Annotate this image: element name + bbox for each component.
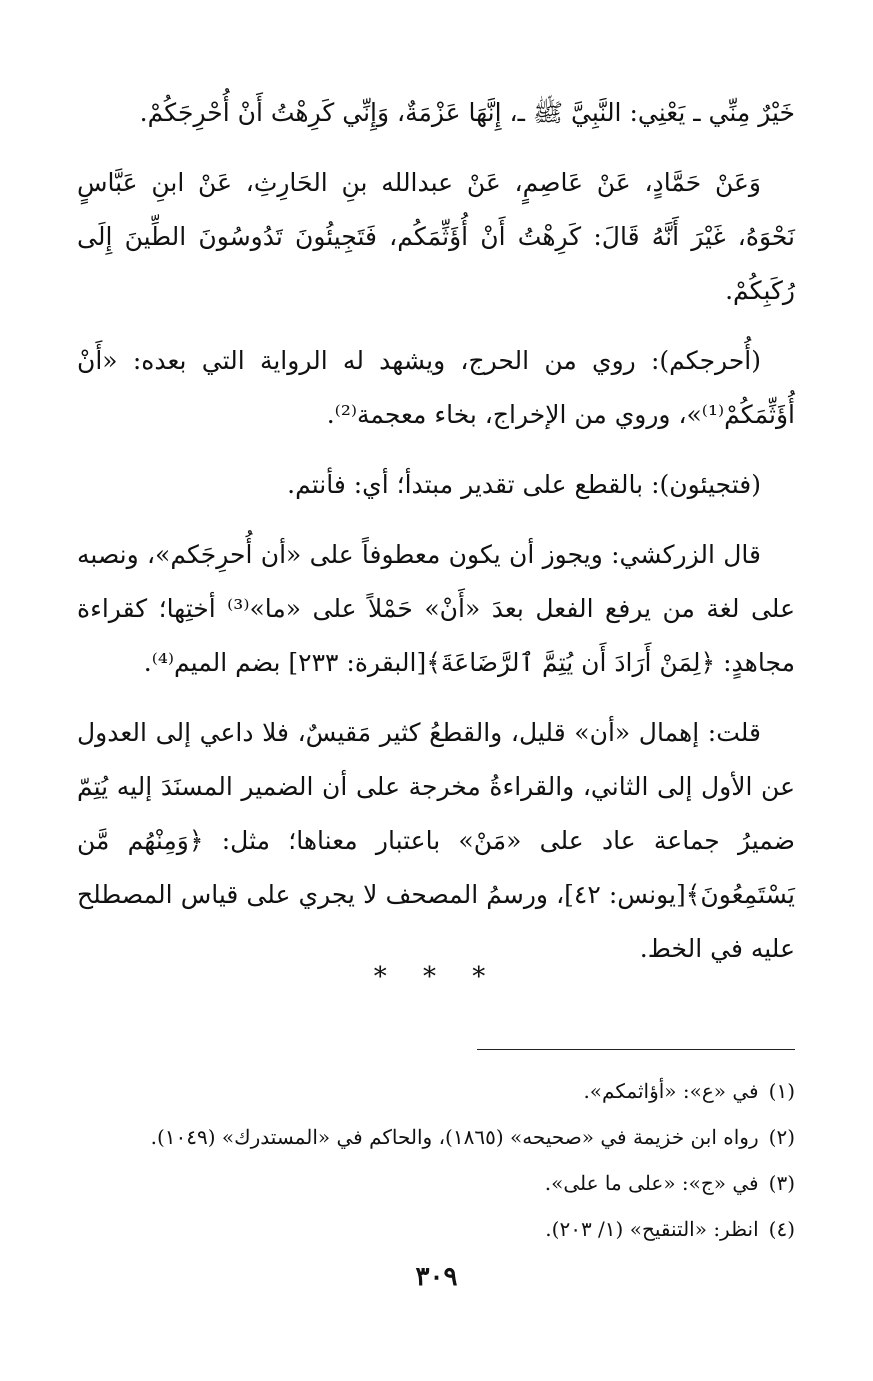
paragraph-3: (أُحرجكم): روي من الحرج، ويشهد له الرواية التي بعده: «أَنْ أُؤَثِّمَكُمْ⁽¹⁾»، وروي من الإخراج، بخاء معجمة⁽²⁾. xyxy=(77,346,795,429)
footnote-divider xyxy=(477,1049,795,1050)
paragraph-4: (فتجيئون): بالقطع على تقدير مبتدأ؛ أي: فأنتم. xyxy=(287,470,761,499)
paragraph-5: قال الزركشي: ويجوز أن يكون معطوفاً على «أن أُحرِجَكم»، ونصبه على لغة من يرفع الفعل بعدَ «أَنْ» حَمْلاً على «ما»⁽³⁾ أختِها؛ كقراءة مجاهدٍ: ﴿لِمَنْ أَرَادَ أَن يُتِمَّ ٱلرَّضَاعَةَ﴾[البقرة: ٢٣٣] بضم الميم⁽⁴⁾. xyxy=(77,540,795,677)
paragraph-6: قلت: إهمال «أن» قليل، والقطعُ كثير مَقيسٌ، فلا داعي إلى العدول عن الأول إلى الثاني، والقراءةُ مخرجة على أن الضمير المسنَدَ إليه يُتِمّ ضميرُ جماعة عاد على «مَنْ» باعتبار معناها؛ مثل: ﴿وَمِنْهُم مَّن يَسْتَمِعُونَ﴾[يونس: ٤٢]، ورسمُ المصحف لا يجري على قياس المصطلح عليه في الخط. xyxy=(77,718,795,963)
footnote-2 xyxy=(77,1114,795,1160)
footnote-text: في «ج»: «على ما على». xyxy=(544,1171,759,1195)
section-separator: * * * xyxy=(373,962,500,992)
paragraph-1: خَيْرٌ مِنِّي ـ يَعْنِي: النَّبِيَّ ﷺ ـ، إِنَّهَا عَزْمَةٌ، وَإِنِّي كَرِهْتُ أَنْ أُحْرِجَكُمْ. xyxy=(139,98,795,127)
footnote-1 xyxy=(77,1068,795,1114)
page-number: ٣٠٩ xyxy=(415,1262,458,1292)
footnote-number: (٣) xyxy=(768,1171,795,1195)
footnote-text: في «ع»: «أؤاثمكم». xyxy=(583,1079,759,1103)
footnote-number: (١) xyxy=(768,1079,795,1103)
footnote-text: انظر: «التنقيح» (١/ ٢٠٣). xyxy=(545,1217,759,1241)
paragraph-2: وَعَنْ حَمَّادٍ، عَنْ عَاصِمٍ، عَنْ عبدالله بنِ الحَارِثِ، عَنْ ابنِ عَبَّاسٍ نَحْوَهُ، غَيْرَ أَنَّهُ قَالَ: كَرِهْتُ أَنْ أُؤَثِّمَكُم، فَتَجِيئُونَ تَدُوسُونَ الطِّينَ إِلَى رُكَبِكُمْ. xyxy=(77,168,795,305)
footnote-3 xyxy=(77,1160,795,1206)
footnote-text: رواه ابن خزيمة في «صحيحه» (١٨٦٥)، والحاكم في «المستدرك» (١٠٤٩). xyxy=(150,1125,759,1149)
footnotes xyxy=(77,1068,795,1252)
footnote-4 xyxy=(77,1206,795,1252)
footnote-number: (٢) xyxy=(768,1125,795,1149)
main-text xyxy=(77,86,795,992)
footnote-number: (٤) xyxy=(768,1217,795,1241)
